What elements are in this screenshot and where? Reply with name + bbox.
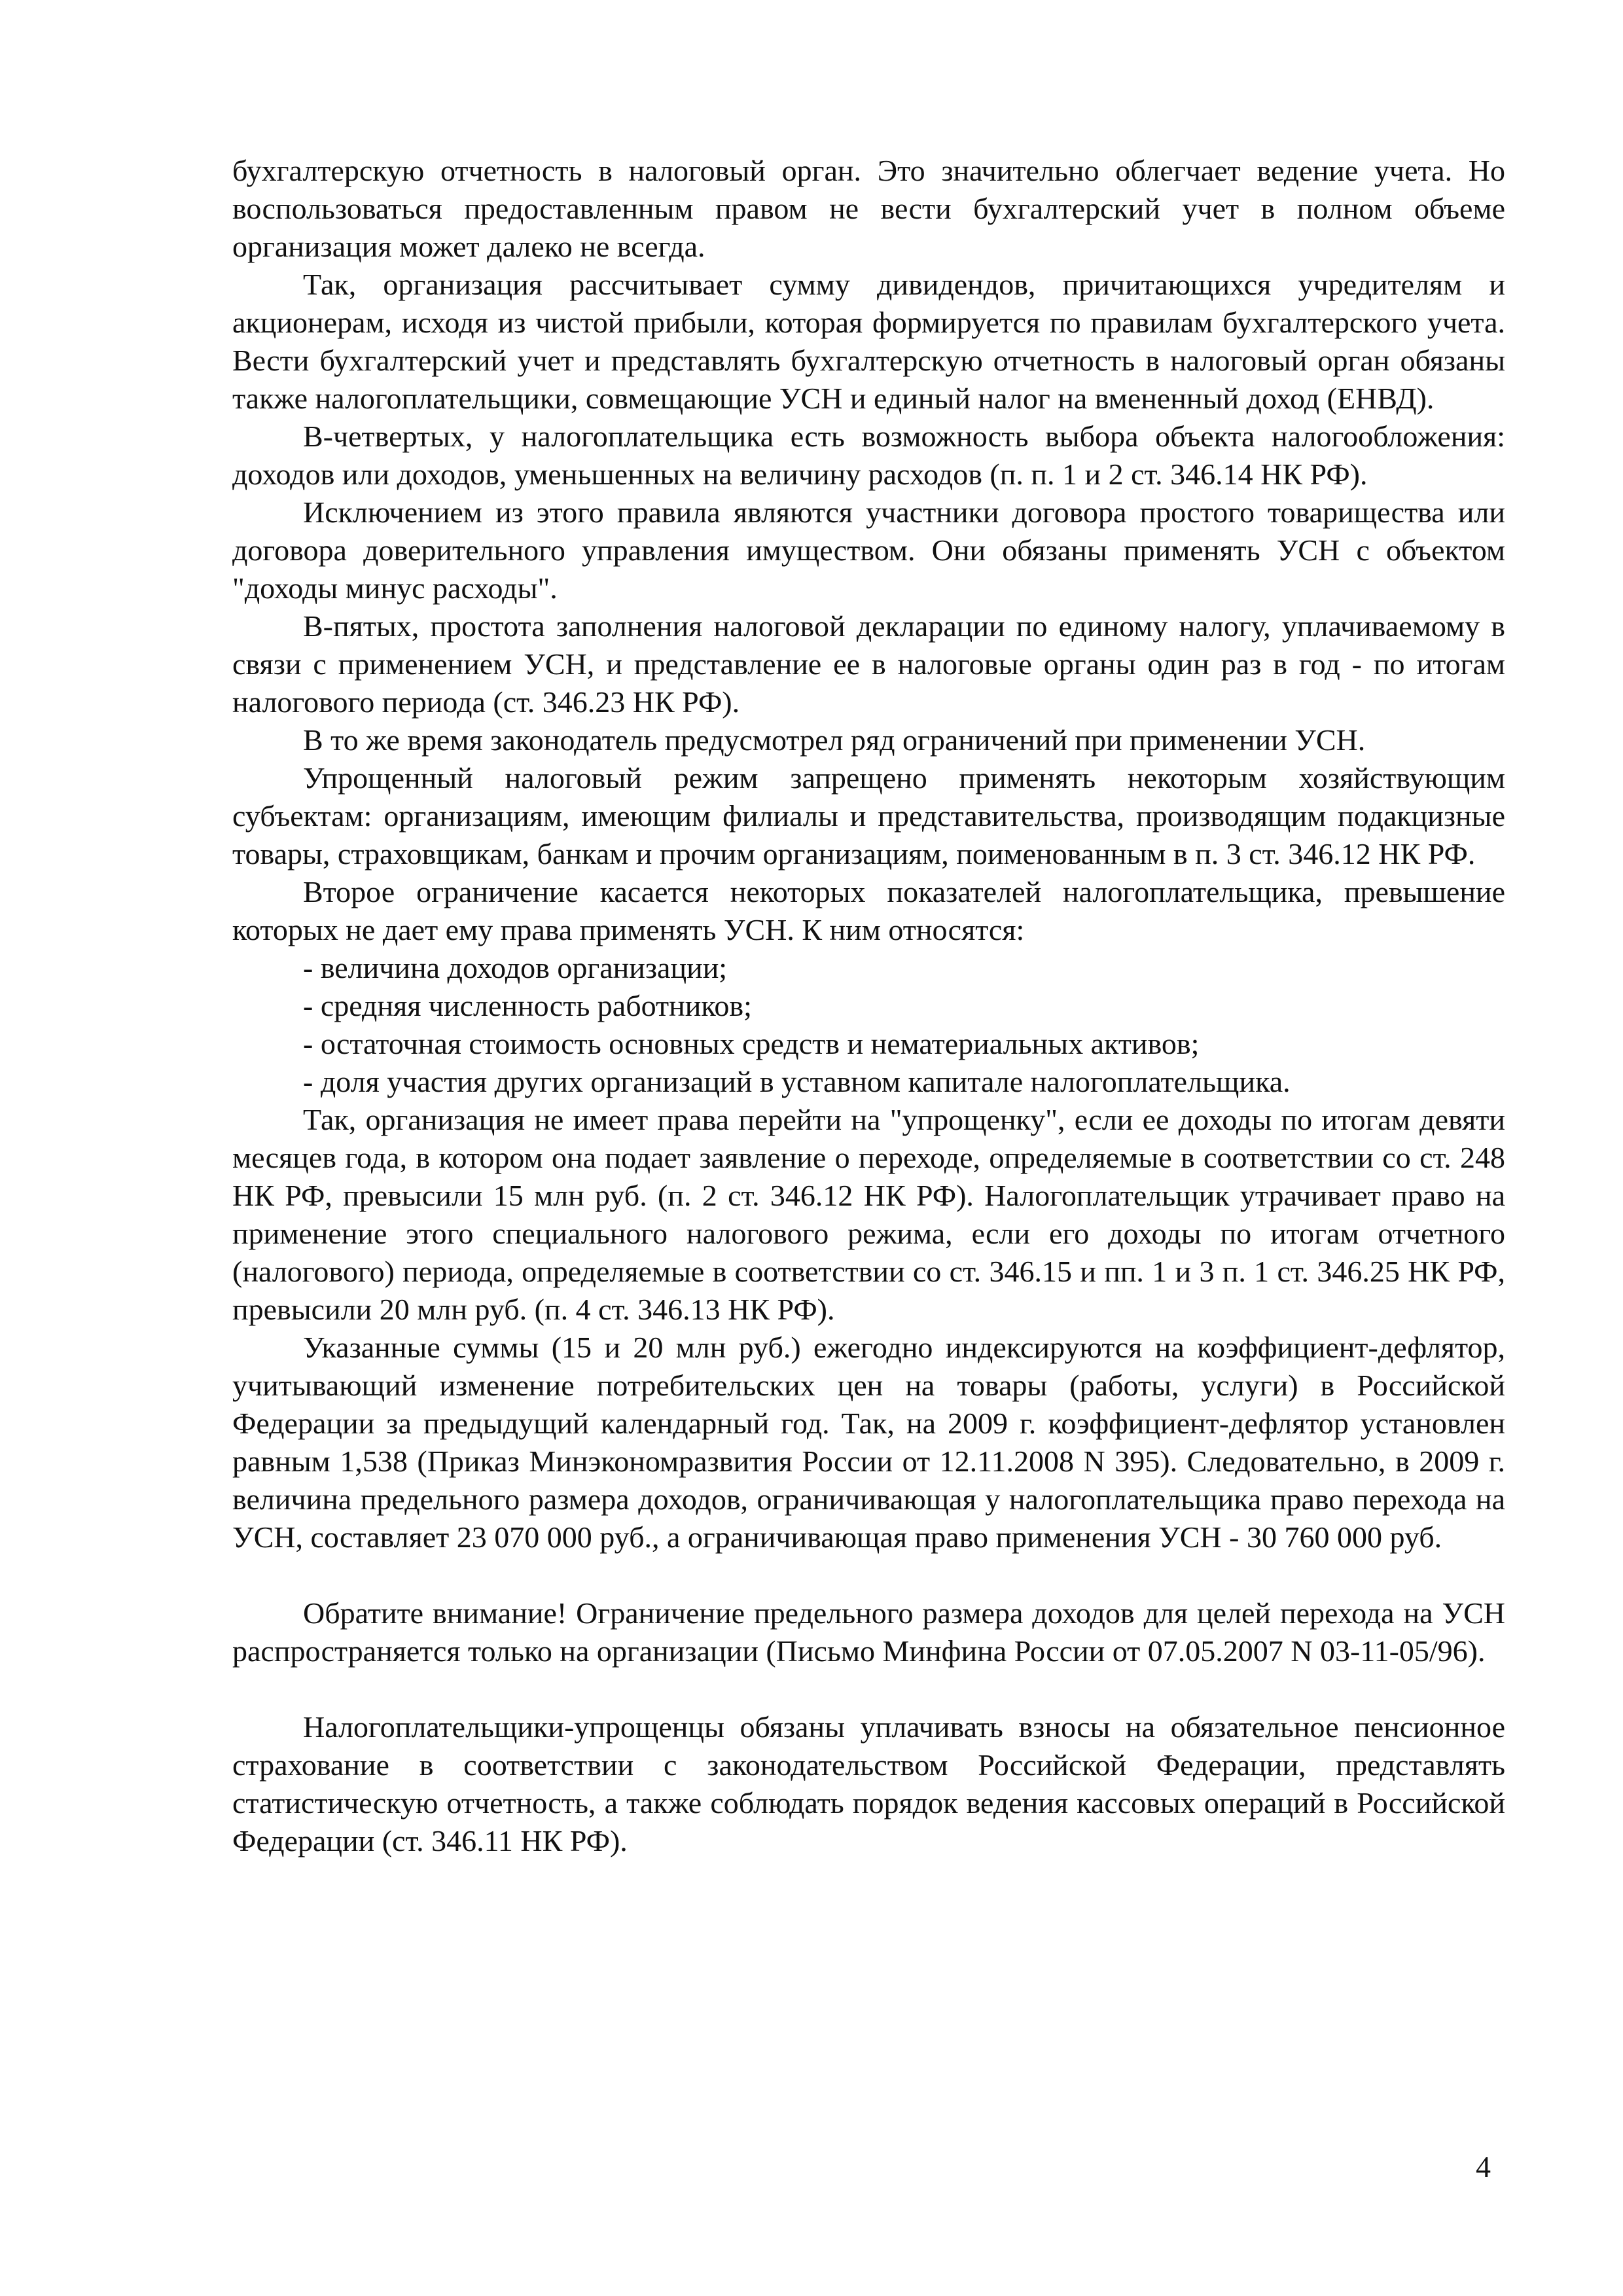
paragraph-restrictions-intro: В то же время законодатель предусмотрел ряд ограничений при применении УСН. — [303, 723, 1366, 757]
paragraph-income-limits: Так, организация не имеет права перейти на "упрощенку", если ее доходы по итогам девяти месяцев года, в котором она подает заявление о переходе, определяемые в соответствии со ст. 248 НК РФ, превысили 15 млн руб. (п. 2 ст. 346.12 НК РФ). Налогоплательщик утрачивает право на применение этого специального налогового режима, если его доходы по итогам отчетного (налогового) периода, определяемые в соответствии со ст. 346.15 и пп. 1 и 3 п. 1 ст. 346.25 НК РФ, превысили 20 млн руб. (п. 4 ст. 346.13 НК РФ). — [232, 1103, 1505, 1326]
page-number: 4 — [1476, 2150, 1491, 2183]
paragraph-fourth-advantage: В-четвертых, у налогоплательщика есть возможность выбора объекта налогообложения: доходов или доходов, уменьшенных на величину расходов (п. п. 1 и 2 ст. 346.14 НК РФ). — [232, 420, 1505, 491]
list-item: - величина доходов организации; — [303, 951, 728, 984]
list-item: - остаточная стоимость основных средств и нематериальных активов; — [303, 1027, 1200, 1060]
paragraph-note: Обратите внимание! Ограничение предельного размера доходов для целей перехода на УСН распространяется только на организации (Письмо Минфина России от 07.05.2007 N 03-11-05/96). — [232, 1596, 1505, 1668]
paragraph-prohibited-entities: Упрощенный налоговый режим запрещено применять некоторым хозяйствующим субъектам: организациям, имеющим филиалы и представительства, производящим подакцизные товары, страховщикам, банкам и прочим организациям, поименованным в п. 3 ст. 346.12 НК РФ. — [232, 761, 1505, 870]
paragraph-continuation: бухгалтерскую отчетность в налоговый орган. Это значительно облегчает ведение учета. Но воспользоваться предоставленным правом не вести бухгалтерский учет в полном объеме организация может далеко не всегда. — [232, 154, 1505, 263]
paragraph-second-restriction: Второе ограничение касается некоторых показателей налогоплательщика, превышение которых не дает ему права применять УСН. К ним относятся: — [232, 875, 1505, 946]
paragraph-exception: Исключением из этого правила являются участники договора простого товарищества или договора доверительного управления имуществом. Они обязаны применять УСН с объектом "доходы минус расходы". — [232, 495, 1505, 605]
list-item: - доля участия других организаций в уставном капитале налогоплательщика. — [303, 1065, 1291, 1098]
paragraph-indexation: Указанные суммы (15 и 20 млн руб.) ежегодно индексируются на коэффициент-дефлятор, учитывающий изменение потребительских цен на товары (работы, услуги) в Российской Федерации за предыдущий календарный год. Так, на 2009 г. коэффициент-дефлятор установлен равным 1,538 (Приказ Минэкономразвития России от 12.11.2008 N 395). Следовательно, в 2009 г. величина предельного размера доходов, ограничивающая у налогоплательщика право перехода на УСН, составляет 23 070 000 руб., а ограничивающая право применения УСН - 30 760 000 руб. — [232, 1331, 1505, 1554]
paragraph-dividends: Так, организация рассчитывает сумму дивидендов, причитающихся учредителям и акционерам, исходя из чистой прибыли, которая формируется по правилам бухгалтерского учета. Вести бухгалтерский учет и представлять бухгалтерскую отчетность в налоговый орган обязаны также налогоплательщики, совмещающие УСН и единый налог на вмененный доход (ЕНВД). — [232, 268, 1505, 415]
paragraph-fifth-advantage: В-пятых, простота заполнения налоговой декларации по единому налогу, уплачиваемому в связи с применением УСН, и представление ее в налоговые органы один раз в год - по итогам налогового периода (ст. 346.23 НК РФ). — [232, 609, 1505, 719]
list-item: - средняя численность работников; — [303, 989, 752, 1022]
paragraph-final: Налогоплательщики-упрощенцы обязаны уплачивать взносы на обязательное пенсионное страхование в соответствии с законодательством Российской Федерации, представлять статистическую отчетность, а также соблюдать порядок ведения кассовых операций в Российской Федерации (ст. 346.11 НК РФ). — [232, 1710, 1505, 1857]
document-page — [232, 152, 1505, 1860]
